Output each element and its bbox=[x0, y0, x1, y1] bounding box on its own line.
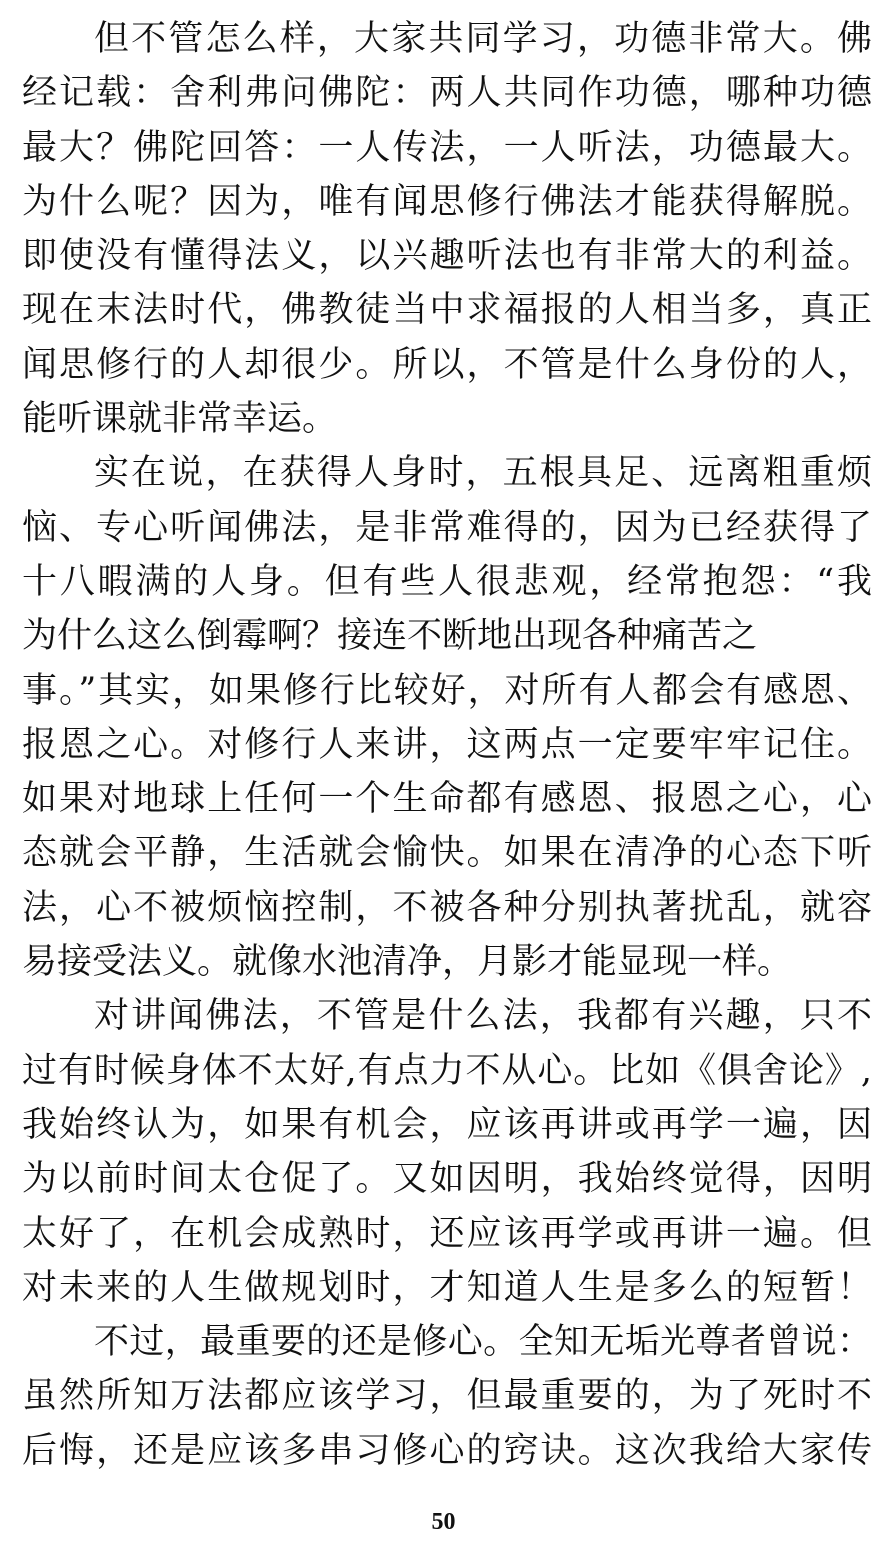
text-line: 我始终认为，如果有机会，应该再讲或再学一遍，因 bbox=[22, 1104, 872, 1145]
text-line: 恼、专心听闻佛法，是非常难得的，因为已经获得了 bbox=[22, 507, 872, 548]
text-line: 过有时候身体不太好,有点力不从心。比如《俱舍论》, bbox=[22, 1050, 872, 1091]
text-line: 为以前时间太仓促了。又如因明，我始终觉得，因明 bbox=[22, 1159, 872, 1200]
text-line: 态就会平静，生活就会愉快。如果在清净的心态下听 bbox=[22, 833, 872, 874]
text-line: 报恩之心。对修行人来讲，这两点一定要牢牢记住。 bbox=[22, 724, 872, 765]
page-number: 50 bbox=[431, 1509, 456, 1535]
body-text bbox=[22, 12, 872, 1478]
text-line: 事。”其实，如果修行比较好，对所有人都会有感恩、 bbox=[22, 670, 872, 711]
text-line: 闻思修行的人却很少。所以，不管是什么身份的人， bbox=[22, 344, 872, 385]
text-line: 最大？佛陀回答：一人传法，一人听法，功德最大。 bbox=[22, 127, 872, 168]
text-line: 但不管怎么样，大家共同学习，功德非常大。佛 bbox=[94, 19, 872, 59]
text-line: 为什么这么倒霉啊？接连不断地出现各种痛苦之 bbox=[22, 616, 758, 657]
text-line: 法，心不被烦恼控制，不被各种分别执著扰乱，就容 bbox=[22, 887, 872, 928]
text-line: 经记载：舍利弗问佛陀：两人共同作功德，哪种功德 bbox=[22, 73, 872, 114]
text-line: 对讲闻佛法，不管是什么法，我都有兴趣，只不 bbox=[94, 996, 872, 1037]
text-line: 即使没有懂得法义，以兴趣听法也有非常大的利益。 bbox=[22, 236, 872, 277]
text-line: 现在末法时代，佛教徒当中求福报的人相当多，真正 bbox=[22, 290, 872, 331]
text-line: 为什么呢？因为，唯有闻思修行佛法才能获得解脱。 bbox=[22, 181, 872, 222]
text-line: 易接受法义。就像水池清净，月影才能显现一样。 bbox=[22, 942, 793, 983]
text-line: 后悔，还是应该多串习修心的窍诀。这次我给大家传 bbox=[22, 1430, 872, 1471]
text-line: 对未来的人生做规划时，才知道人生是多么的短暂！ bbox=[22, 1267, 872, 1308]
text-line: 不过，最重要的还是修心。全知无垢光尊者曾说： bbox=[94, 1322, 872, 1363]
text-line: 如果对地球上任何一个生命都有感恩、报恩之心，心 bbox=[22, 779, 872, 820]
text-line: 虽然所知万法都应该学习，但最重要的，为了死时不 bbox=[22, 1376, 872, 1417]
text-line: 太好了，在机会成熟时，还应该再学或再讲一遍。但 bbox=[22, 1213, 872, 1254]
text-line: 十八暇满的人身。但有些人很悲观，经常抱怨：“我 bbox=[22, 561, 872, 602]
text-line: 能听课就非常幸运。 bbox=[22, 399, 338, 440]
text-line: 实在说，在获得人身时，五根具足、远离粗重烦 bbox=[94, 453, 872, 494]
